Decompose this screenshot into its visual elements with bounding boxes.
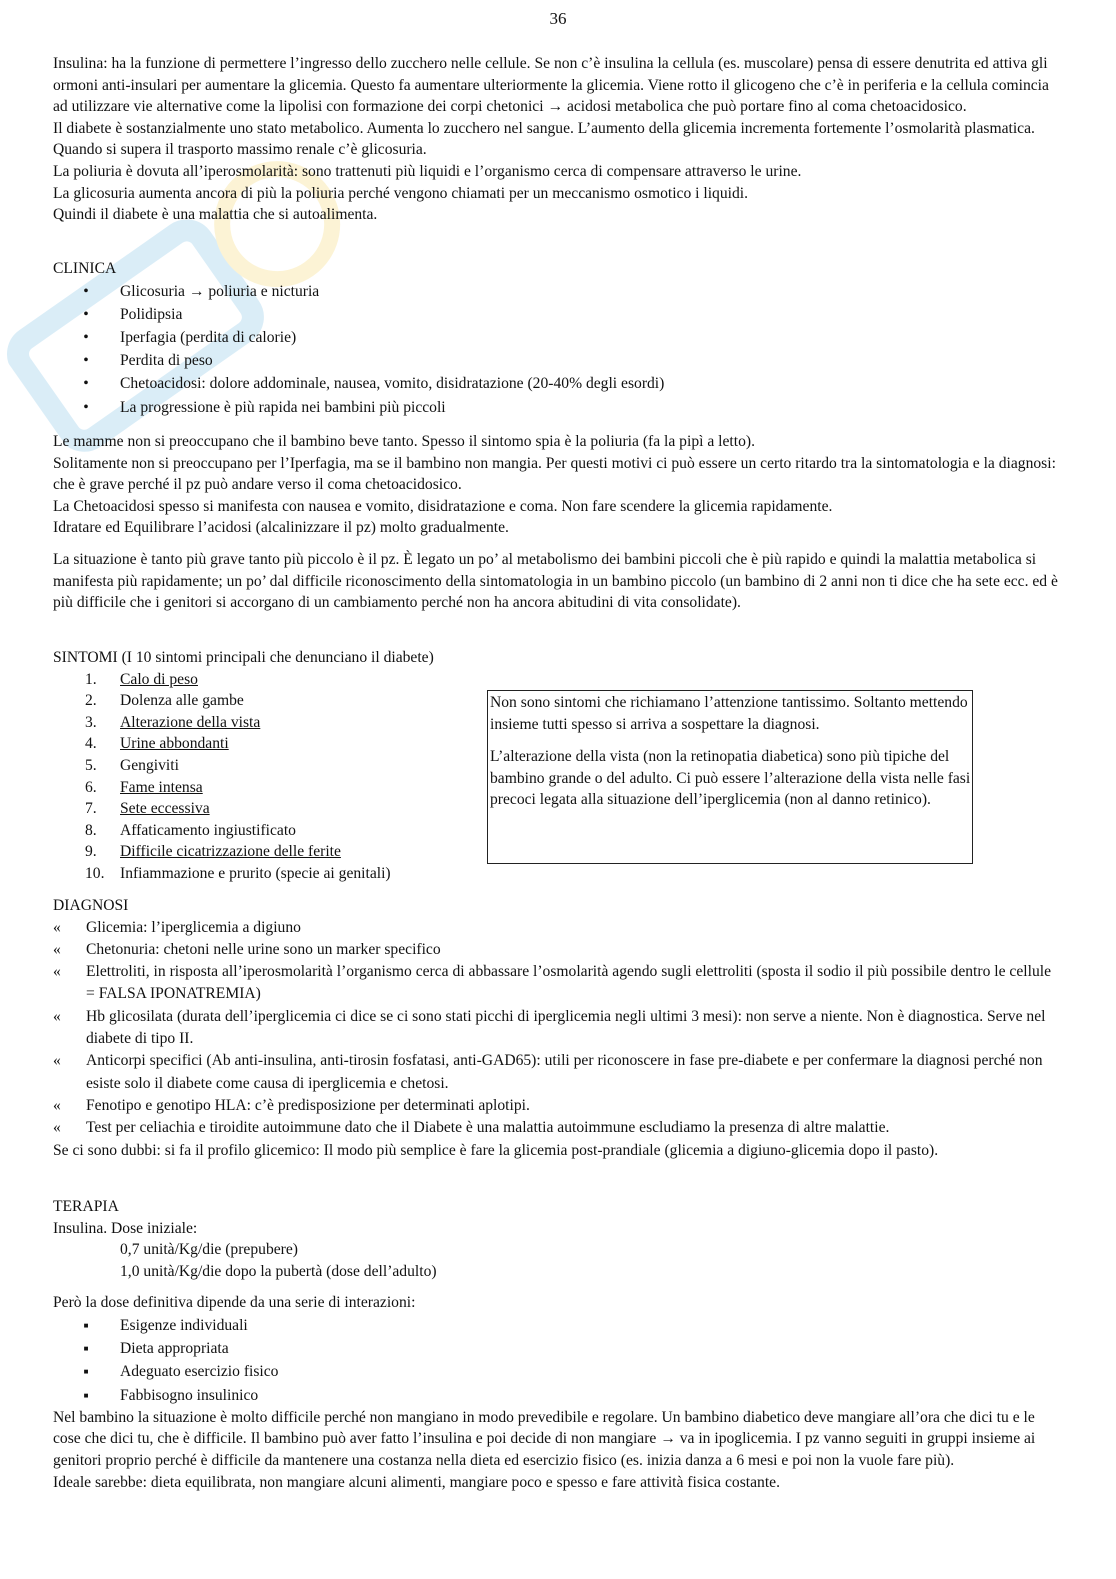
clinica-heading: CLINICA	[53, 260, 117, 277]
list-item: 3. Alterazione della vista	[85, 713, 261, 731]
terapia-heading: TERAPIA	[53, 1198, 119, 1215]
paragraph: Le mamme non si preoccupano che il bambino beve tanto. Spesso il sintomo spia è la poliuria (fa la pipì a letto).	[53, 433, 755, 450]
dose-line: 0,7 unità/Kg/die (prepubere)	[120, 1241, 298, 1259]
note-box	[487, 690, 973, 864]
paragraph: Solitamente non si preoccupano per l’Iperfagia, ma se il bambino non mangia. Per questi motivi ci può essere un certo ritardo tra la sintomatologia e la diagnosi: che è grave perché il pz può andare verso il coma chetoacidosico.	[53, 454, 1056, 494]
bullet-icon	[78, 303, 94, 326]
intro-paragraph: La poliuria è dovuta all’iperosmolarità: sono trattenuti più liquidi e l’organismo cerca di compensare attraverso le urine.	[53, 162, 802, 180]
intro-paragraph: Il diabete è sostanzialmente uno stato metabolico. Aumenta lo zucchero nel sangue. L’aumento della glicemia incrementa fortemente l’osmolarità plasmatica. Quando si supera il trasporto massimo renale c’è glicosuria.	[53, 119, 1035, 159]
list-item: ■ Adeguato esercizio fisico	[53, 1360, 1063, 1383]
list-item: ■ Esigenze individuali	[53, 1314, 1063, 1337]
bullet-icon	[78, 280, 94, 303]
dose-line: 1,0 unità/Kg/die dopo la pubertà (dose dell’adulto)	[120, 1262, 437, 1280]
list-item: « Glicemia: l’iperglicemia a digiuno	[53, 918, 301, 936]
paragraph: Insulina. Dose iniziale:	[53, 1219, 198, 1237]
paragraph: Idratare ed Equilibrare l’acidosi (alcalinizzare il pz) molto gradualmente.	[53, 519, 509, 537]
clinica-section	[53, 258, 1063, 419]
list-item: • La progressione è più rapida nei bambini più piccoli	[53, 396, 1063, 419]
list-item: « Chetonuria: chetoni nelle urine sono un marker specifico	[53, 940, 441, 958]
list-item: 10. Infiammazione e prurito (specie ai genitali)	[85, 864, 391, 882]
square-bullet-icon	[78, 1384, 94, 1409]
square-bullet-icon	[78, 1337, 94, 1362]
paragraph-block	[53, 549, 1063, 614]
list-item: 6. Fame intensa	[85, 778, 203, 796]
bullet-icon	[78, 349, 94, 372]
paragraph: Se ci sono dubbi: si fa il profilo glicemico: Il modo più semplice è fare la glicemia post-prandiale (glicemia a digiuno-glicemia dopo il pasto).	[53, 1141, 939, 1159]
intro-paragraph: Insulina: ha la funzione di permettere l’ingresso dello zucchero nelle cellule. Se non c’è insulina la cellula (es. muscolare) pensa di essere denutrita ed attiva gli ormoni anti-insulari per aumentare la glicemia. Questo fa aumentare ulteriormente la glicemia. Viene rotto il glicogeno che c’è in periferia e la cellula comincia ad utilizzare vie alternative come la lipolisi con formazione dei corpi chetonici → acidosi metabolica che può portare fino al coma chetoacidosico.	[53, 55, 1049, 116]
list-item: 1. Calo di peso	[85, 670, 198, 688]
list-item: 7. Sete eccessiva	[85, 800, 210, 818]
intro-paragraph: Quindi il diabete è una malattia che si autoalimenta.	[53, 206, 378, 224]
bullet-icon	[78, 326, 94, 349]
bullet-icon	[78, 372, 94, 395]
paragraph-block	[53, 431, 1063, 539]
intro-paragraph: La glicosuria aumenta ancora di più la poliuria perché vengono chiamati per un meccanismo osmotico i liquidi.	[53, 184, 749, 202]
diagnosi-section	[53, 895, 1063, 1161]
diagnosi-heading: DIAGNOSI	[53, 897, 129, 914]
list-item: • Glicosuria → poliuria e nicturia	[53, 280, 1063, 303]
list-item: • Polidipsia	[53, 303, 1063, 326]
list-item: « Fenotipo e genotipo HLA: c’è predisposizione per determinati aplotipi.	[53, 1096, 530, 1114]
list-item: 9. Difficile cicatrizzazione delle ferite	[85, 843, 341, 861]
list-item: 4. Urine abbondanti	[85, 735, 229, 753]
square-bullet-icon	[78, 1360, 94, 1385]
note-paragraph: Non sono sintomi che richiamano l’attenzione tantissimo. Soltanto mettendo insieme tutti spesso si arriva a sospettare la diagnosi.	[490, 694, 968, 733]
list-item: « Elettroliti, in risposta all’iperosmolarità l’organismo cerca di abbassare l’osmolarità agendo sugli elettroliti (sposta il sodio il più possibile dentro le cellule = FALSA IPONATREMIA)	[53, 963, 1051, 1003]
paragraph: Però la dose definitiva dipende da una serie di interazioni:	[53, 1294, 416, 1312]
paragraph: Nel bambino la situazione è molto difficile perché non mangiano in modo prevedibile e regolare. Un bambino diabetico deve mangiare all’ora che dici tu e le cose che dici tu, che è difficile. Il bambino può aver fatto l’insulina e poi decide di non mangiare → va in ipoglicemia. I pz vanno seguiti in gruppi insieme ai genitori proprio perché è difficile da mantenere una costanza nella dieta ed esercizio fisico (es. inizia danza a 6 mesi e poi non la vuole fare più).	[53, 1408, 1036, 1469]
list-item: « Anticorpi specifici (Ab anti-insulina, anti-tirosin fosfatasi, anti-GAD65): utili per riconoscere in fase pre-diabete e per confermare la diagnosi perché non esiste solo il diabete come causa di iperglicemia e chetosi.	[53, 1052, 1043, 1092]
list-item: « Test per celiachia e tiroidite autoimmune dato che il Diabete è una malattia autoimmune escludiamo la presenza di altre malattie.	[53, 1119, 890, 1137]
list-item: • Iperfagia (perdita di calorie)	[53, 326, 1063, 349]
list-item: 8. Affaticamento ingiustificato	[85, 821, 296, 839]
paragraph: La situazione è tanto più grave tanto più piccolo è il pz. È legato un po’ al metabolismo dei bambini piccoli che è più rapido e quindi la malattia metabolica si manifesta più rapidamente; un po’ dal difficile riconoscimento della sintomatologia in un bambino piccolo (un bambino di 2 anni non ti dice che ha sete ecc. ed è più difficile che i genitori si accorgano di un cambiamento perché non ha ancora abitudini di vita consolidate).	[53, 551, 1058, 612]
square-bullet-icon	[78, 1314, 94, 1339]
list-item: ■ Dieta appropriata	[53, 1337, 1063, 1360]
list-item: « Hb glicosilata (durata dell’iperglicemia ci dice se ci sono stati picchi di iperglicemia negli ultimi 3 mesi): non serve a niente. Non è diagnostica. Serve nel diabete di tipo II.	[53, 1007, 1046, 1048]
list-item: • Perdita di peso	[53, 349, 1063, 372]
list-item: 2. Dolenza alle gambe	[85, 692, 244, 710]
terapia-section	[53, 1196, 1063, 1493]
note-paragraph: L’alterazione della vista (non la retinopatia diabetica) sono più tipiche del bambino grande o del adulto. Ci può essere l’alterazione della vista nelle fasi precoci legata alla situazione dell’iperglicemia (non al danno retinico).	[490, 748, 971, 809]
sintomi-heading: SINTOMI (I 10 sintomi principali che denunciano il diabete)	[53, 649, 434, 666]
intro-section	[53, 53, 1063, 226]
paragraph: La Chetoacidosi spesso si manifesta con nausea e vomito, disidratazione e coma. Non fare scendere la glicemia rapidamente.	[53, 497, 833, 515]
page-number: 36	[549, 9, 567, 28]
paragraph: Ideale sarebbe: dieta equilibrata, non mangiare alcuni alimenti, mangiare poco e spesso e fare attività fisica costante.	[53, 1473, 780, 1491]
list-item: ■ Fabbisogno insulinico	[53, 1384, 1063, 1407]
list-item: • Chetoacidosi: dolore addominale, nausea, vomito, disidratazione (20-40% degli esordi)	[53, 372, 1063, 395]
bullet-icon	[78, 396, 94, 419]
list-item: 5. Gengiviti	[85, 756, 179, 774]
